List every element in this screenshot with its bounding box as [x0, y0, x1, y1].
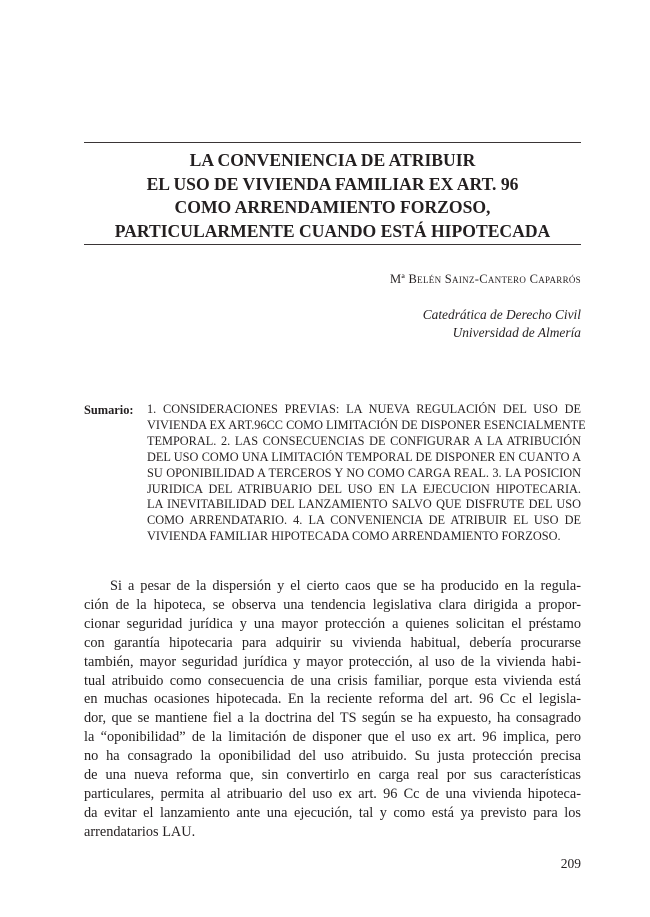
title-bottom-rule: [84, 244, 581, 245]
body-paragraph: [84, 577, 581, 842]
body-line: en muchas ocasiones hipotecada. En la reciente reforma del art. 96 Cc el legisla-: [84, 691, 581, 708]
body-line: ción de la hipoteca, se observa una tendencia legislativa clara dirigida a propor-: [84, 596, 581, 613]
article-title: [84, 149, 581, 243]
title-line: COMO ARRENDAMIENTO FORZOSO,: [174, 197, 491, 217]
body-line: también, mayor seguridad jurídica y mayor protección, al uso de la vivienda habi-: [84, 653, 581, 670]
title-line: EL USO DE VIVIENDA FAMILIAR EX ART. 96: [146, 173, 519, 194]
body-line: de una nueva reforma que, sin convertirlo en carga real por sus características: [84, 767, 581, 784]
sumario-text: [147, 402, 586, 545]
sumario-line: SU OPONIBILIDAD A TERCEROS Y NO COMO CARGA REAL. 3. LA POSICION: [147, 465, 581, 480]
body-line: no ha consagrado la oponibilidad del uso atribuido. Su justa protección precisa: [84, 748, 581, 765]
page-number: 209: [560, 856, 581, 871]
sumario-line: 1. CONSIDERACIONES PREVIAS: LA NUEVA REGULACIÓN DEL USO DE: [147, 402, 581, 416]
body-line: particulares, permita al atribuario del uso ex art. 96 Cc de una vivienda hipoteca-: [84, 785, 581, 802]
affiliation-institution: Universidad de Almería: [452, 325, 581, 340]
sumario-line: JURIDICA DEL ATRIBUARIO DEL USO EN LA EJECUCION HIPOTECARIA.: [147, 481, 581, 496]
body-line: da evitar el lanzamiento ante una ejecución, tal y como está ya previsto para los: [84, 804, 581, 821]
body-line: con garantía hipotecaria para adquirir su vivienda habitual, debería procurarse: [84, 634, 581, 651]
title-line: PARTICULARMENTE CUANDO ESTÁ HIPOTECADA: [114, 220, 551, 241]
affiliation-position: Catedrática de Derecho Civil: [422, 307, 581, 322]
sumario-line: TEMPORAL. 2. LAS CONSECUENCIAS DE CONFIGURAR A LA ATRIBUCIÓN: [147, 433, 581, 448]
body-line: arrendatarios LAU.: [84, 823, 196, 840]
author-affiliation: [423, 306, 581, 342]
sumario-line: VIVIENDA EX ART.96CC COMO LIMITACIÓN DE DISPONER ESENCIALMENTE: [147, 417, 586, 432]
sumario-line: LA INEVITABILIDAD DEL LANZAMIENTO SALVO QUE DISFRUTE DEL USO: [147, 497, 581, 512]
author-name: Mª Belén Sainz-Cantero Caparrós: [389, 272, 581, 286]
title-line: LA CONVENIENCIA DE ATRIBUIR: [189, 150, 476, 170]
sumario-label: Sumario:: [84, 403, 134, 417]
body-line: dor, que se mantiene fiel a la doctrina del TS según se ha expuesto, ha consagrado: [84, 710, 581, 727]
sumario-line: COMO ARRENDATARIO. 4. LA CONVENIENCIA DE ATRIBUIR EL USO DE: [147, 513, 581, 528]
body-line: la “oponibilidad” de la limitación de disponer que el uso ex art. 96 implica, pero: [84, 729, 581, 746]
sumario-line: DEL USO COMO UNA LIMITACIÓN TEMPORAL DE DISPONER EN CUANTO A: [147, 449, 581, 464]
title-top-rule: [84, 142, 581, 143]
body-line: Si a pesar de la dispersión y el cierto caos que se ha producido en la regula-: [110, 578, 581, 594]
sumario-line: VIVIENDA FAMILIAR HIPOTECADA COMO ARRENDAMIENTO FORZOSO.: [147, 529, 561, 544]
body-line: cionar seguridad jurídica y una mayor protección a quienes solicitan el préstamo: [84, 615, 581, 632]
body-line: tual atribuido como consecuencia de una crisis familiar, porque esta vivienda está: [84, 672, 581, 689]
